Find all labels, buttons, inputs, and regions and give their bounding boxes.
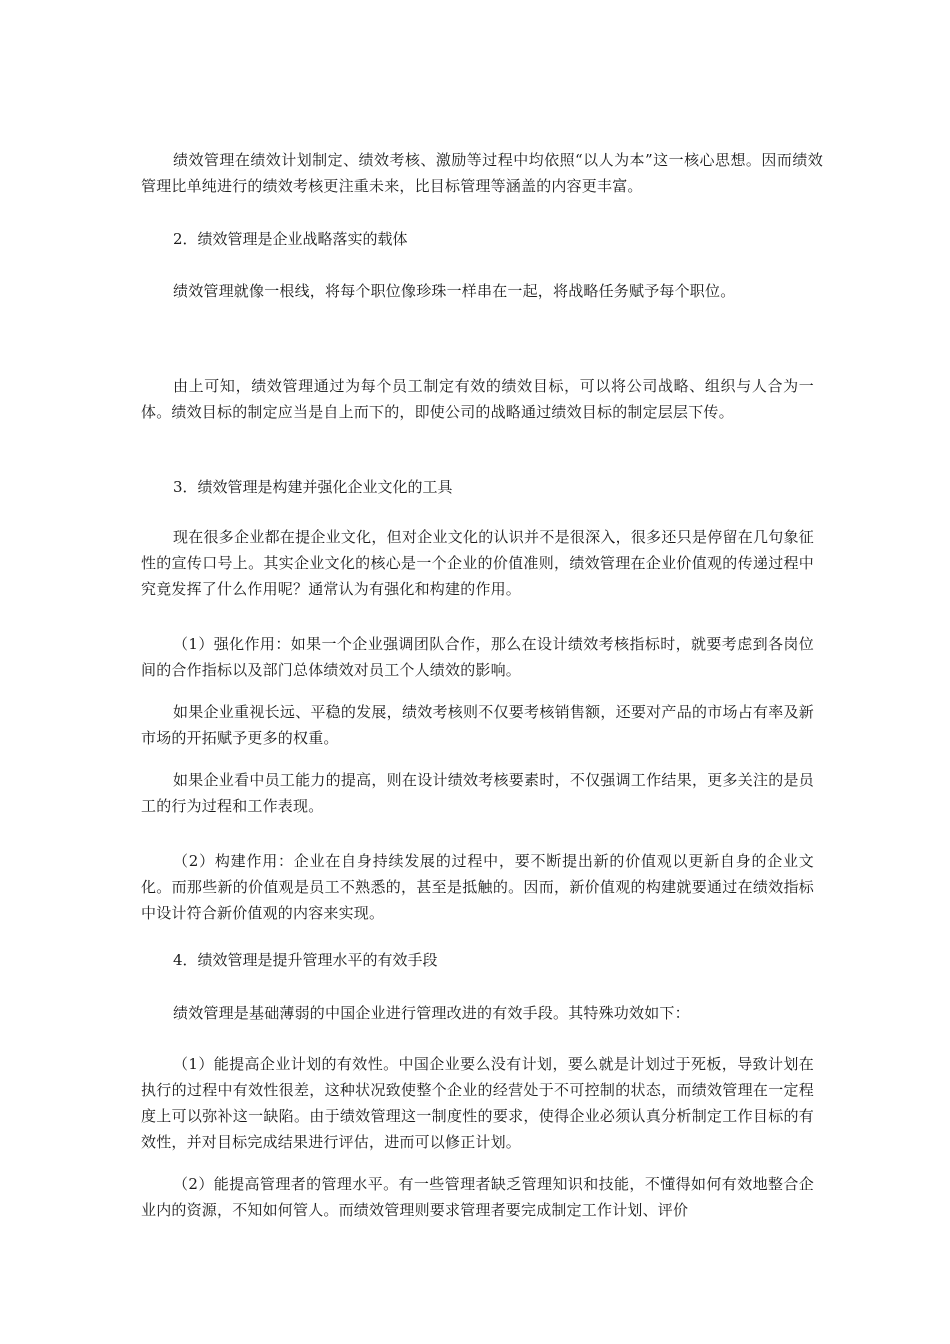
paragraph-3: 由上可知，绩效管理通过为每个员工制定有效的绩效目标，可以将公司战略、组织与人合为一体。绩效目标的制定应当是自上而下的，即使公司的战略通过绩效目标的制定层层下传。 — [141, 377, 814, 421]
paragraph-4: 现在很多企业都在提企业文化，但对企业文化的认识并不是很深入，很多还只是停留在几句象征性的宣传口号上。其实企业文化的核心是一个企业的价值准则，绩效管理在企业价值观的传递过程中究竟发挥了什么作用呢？通常认为有强化和构建的作用。 — [141, 528, 814, 598]
paragraph-10: （1）能提高企业计划的有效性。中国企业要么没有计划，要么就是计划过于死板，导致计划在执行的过程中有效性很差，这种状况致使整个企业的经营处于不可控制的状态，而绩效管理在一定程度上可以弥补这一缺陷。由于绩效管理这一制度性的要求，使得企业必须认真分析制定工作目标的有效性，并对目标完成结果进行评估，进而可以修正计划。 — [141, 1055, 814, 1151]
paragraph-7: 如果企业看中员工能力的提高，则在设计绩效考核要素时，不仅强调工作结果，更多关注的是员工的行为过程和工作表现。 — [141, 771, 814, 815]
paragraph-2: 绩效管理就像一根线，将每个职位像珍珠一样串在一起，将战略任务赋予每个职位。 — [173, 282, 736, 300]
section-heading-3: 3．绩效管理是构建并强化企业文化的工具 — [173, 478, 453, 496]
paragraph-8: （2）构建作用：企业在自身持续发展的过程中，要不断提出新的价值观以更新自身的企业文化。而那些新的价值观是员工不熟悉的，甚至是抵触的。因而，新价值观的构建就要通过在绩效指标中设计符合新价值观的内容来实现。 — [141, 852, 814, 922]
paragraph-11: （2）能提高管理者的管理水平。有一些管理者缺乏管理知识和技能，不懂得如何有效地整合企业内的资源，不知如何管人。而绩效管理则要求管理者要完成制定工作计划、评价 — [141, 1175, 814, 1219]
paragraph-1: 绩效管理在绩效计划制定、绩效考核、激励等过程中均依照“以人为本”这一核心思想。因而绩效管理比单纯进行的绩效考核更注重未来，比目标管理等涵盖的内容更丰富。 — [141, 151, 823, 195]
paragraph-6: 如果企业重视长远、平稳的发展，绩效考核则不仅要考核销售额，还要对产品的市场占有率及新市场的开拓赋予更多的权重。 — [141, 703, 814, 747]
section-heading-4: 4．绩效管理是提升管理水平的有效手段 — [173, 951, 438, 969]
paragraph-9: 绩效管理是基础薄弱的中国企业进行管理改进的有效手段。其特殊功效如下： — [173, 1004, 690, 1022]
section-heading-2: 2．绩效管理是企业战略落实的载体 — [173, 230, 408, 248]
paragraph-5: （1）强化作用：如果一个企业强调团队合作，那么在设计绩效考核指标时，就要考虑到各岗位间的合作指标以及部门总体绩效对员工个人绩效的影响。 — [141, 635, 814, 679]
